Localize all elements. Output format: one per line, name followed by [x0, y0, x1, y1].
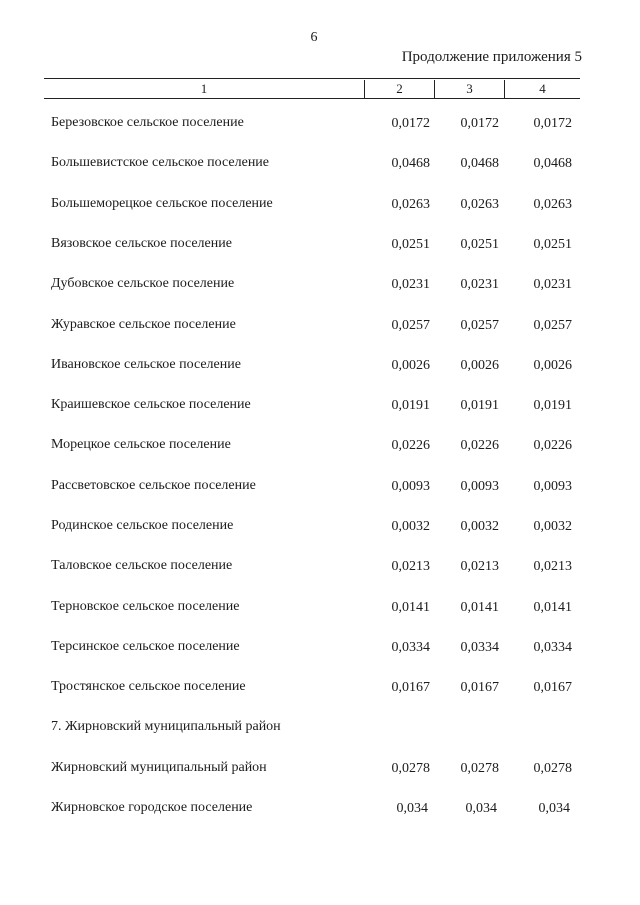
- row-value-col-2: 0,0026: [391, 358, 430, 373]
- row-value-col-2: 0,0263: [391, 197, 430, 212]
- row-value-col-4: 0,0263: [533, 197, 572, 212]
- row-name: Морецкое сельское поселение: [51, 437, 231, 452]
- row-value-col-4: 0,0278: [533, 761, 572, 776]
- row-value-col-3: 0,0226: [460, 438, 499, 453]
- table-row: [0, 276, 640, 298]
- row-name: Большеморецкое сельское поселение: [51, 196, 273, 211]
- table-row: [0, 639, 640, 661]
- header-col-3: 3: [466, 81, 473, 96]
- row-value-col-4: 0,0257: [533, 318, 572, 333]
- row-value-col-2: 0,0278: [391, 761, 430, 776]
- row-value-col-3: 0,0257: [460, 318, 499, 333]
- row-value-col-2: 0,0251: [391, 237, 430, 252]
- table-row: [0, 196, 640, 218]
- row-value-col-4: 0,0213: [533, 559, 572, 574]
- row-value-col-2: 0,0468: [391, 156, 430, 171]
- table-row: [0, 397, 640, 419]
- row-value-col-2: 0,034: [396, 801, 428, 816]
- row-value-col-4: 0,0468: [533, 156, 572, 171]
- row-name: Терновское сельское поселение: [51, 599, 240, 614]
- table-row: [0, 599, 640, 621]
- row-value-col-4: 0,0141: [533, 600, 572, 615]
- row-value-col-3: 0,0334: [460, 640, 499, 655]
- table-row: [0, 478, 640, 500]
- row-value-col-2: 0,0257: [391, 318, 430, 333]
- row-value-col-3: 0,0141: [460, 600, 499, 615]
- row-value-col-3: 0,0213: [460, 559, 499, 574]
- row-value-col-4: 0,0191: [533, 398, 572, 413]
- header-top-rule: [44, 78, 580, 79]
- row-name: Большевистское сельское поселение: [51, 155, 270, 170]
- row-value-col-4: 0,0334: [533, 640, 572, 655]
- table-row: [0, 800, 640, 822]
- table-row: [0, 437, 640, 459]
- table-row: [0, 558, 640, 580]
- row-name: Краишевское сельское поселение: [51, 397, 251, 412]
- table-row: [0, 760, 640, 782]
- row-name: Журавское сельское поселение: [51, 317, 236, 332]
- row-name: Тростянское сельское поселение: [51, 679, 246, 694]
- row-value-col-3: 0,0093: [460, 479, 499, 494]
- row-value-col-4: 0,0231: [533, 277, 572, 292]
- row-value-col-4: 0,0251: [533, 237, 572, 252]
- continuation-label: Продолжение приложения 5: [401, 49, 582, 65]
- row-value-col-2: 0,0191: [391, 398, 430, 413]
- row-value-col-2: 0,0231: [391, 277, 430, 292]
- row-name: Терсинское сельское поселение: [51, 639, 240, 654]
- row-value-col-3: 0,0231: [460, 277, 499, 292]
- row-value-col-2: 0,0093: [391, 479, 430, 494]
- row-value-col-3: 0,0468: [460, 156, 499, 171]
- row-value-col-2: 0,0032: [391, 519, 430, 534]
- row-value-col-3: 0,0167: [460, 680, 499, 695]
- row-name: Березовское сельское поселение: [51, 115, 244, 130]
- row-value-col-3: 0,0191: [460, 398, 499, 413]
- table-row: [0, 236, 640, 258]
- row-value-col-4: 0,0026: [533, 358, 572, 373]
- row-name: Ивановское сельское поселение: [51, 357, 241, 372]
- row-value-col-4: 0,0226: [533, 438, 572, 453]
- row-value-col-2: 0,0213: [391, 559, 430, 574]
- row-value-col-4: 0,0093: [533, 479, 572, 494]
- row-value-col-4: 0,0172: [533, 116, 572, 131]
- header-col-2: 2: [396, 81, 403, 96]
- header-col-4: 4: [539, 81, 546, 96]
- page-number: 6: [310, 30, 318, 45]
- table-row: [0, 317, 640, 339]
- row-value-col-3: 0,0026: [460, 358, 499, 373]
- table-row: [0, 155, 640, 177]
- row-value-col-3: 0,0032: [460, 519, 499, 534]
- section-heading-text: 7. Жирновский муниципальный район: [51, 719, 281, 734]
- row-name: Таловское сельское поселение: [51, 558, 233, 573]
- row-name: Родинское сельское поселение: [51, 518, 234, 533]
- header-bottom-rule: [44, 98, 580, 99]
- row-value-col-2: 0,0167: [391, 680, 430, 695]
- row-value-col-3: 0,0251: [460, 237, 499, 252]
- row-value-col-2: 0,0226: [391, 438, 430, 453]
- table-row: [0, 679, 640, 701]
- table-row: [0, 518, 640, 540]
- row-value-col-3: 0,0172: [460, 116, 499, 131]
- header-col-1: 1: [200, 81, 208, 96]
- row-name: Жирновский муниципальный район: [51, 760, 267, 775]
- row-value-col-2: 0,0172: [391, 116, 430, 131]
- row-value-col-3: 0,0278: [460, 761, 499, 776]
- row-name: Вязовское сельское поселение: [51, 236, 232, 251]
- row-name: Рассветовское сельское поселение: [51, 478, 256, 493]
- table-row: [0, 115, 640, 137]
- row-value-col-2: 0,0334: [391, 640, 430, 655]
- row-value-col-4: 0,0032: [533, 519, 572, 534]
- row-name: Жирновское городское поселение: [51, 800, 253, 815]
- row-value-col-2: 0,0141: [391, 600, 430, 615]
- table-row: [0, 357, 640, 379]
- row-value-col-3: 0,0263: [460, 197, 499, 212]
- section-heading: [0, 719, 640, 741]
- row-value-col-3: 0,034: [465, 801, 497, 816]
- row-value-col-4: 0,0167: [533, 680, 572, 695]
- row-value-col-4: 0,034: [538, 801, 570, 816]
- row-name: Дубовское сельское поселение: [51, 276, 235, 291]
